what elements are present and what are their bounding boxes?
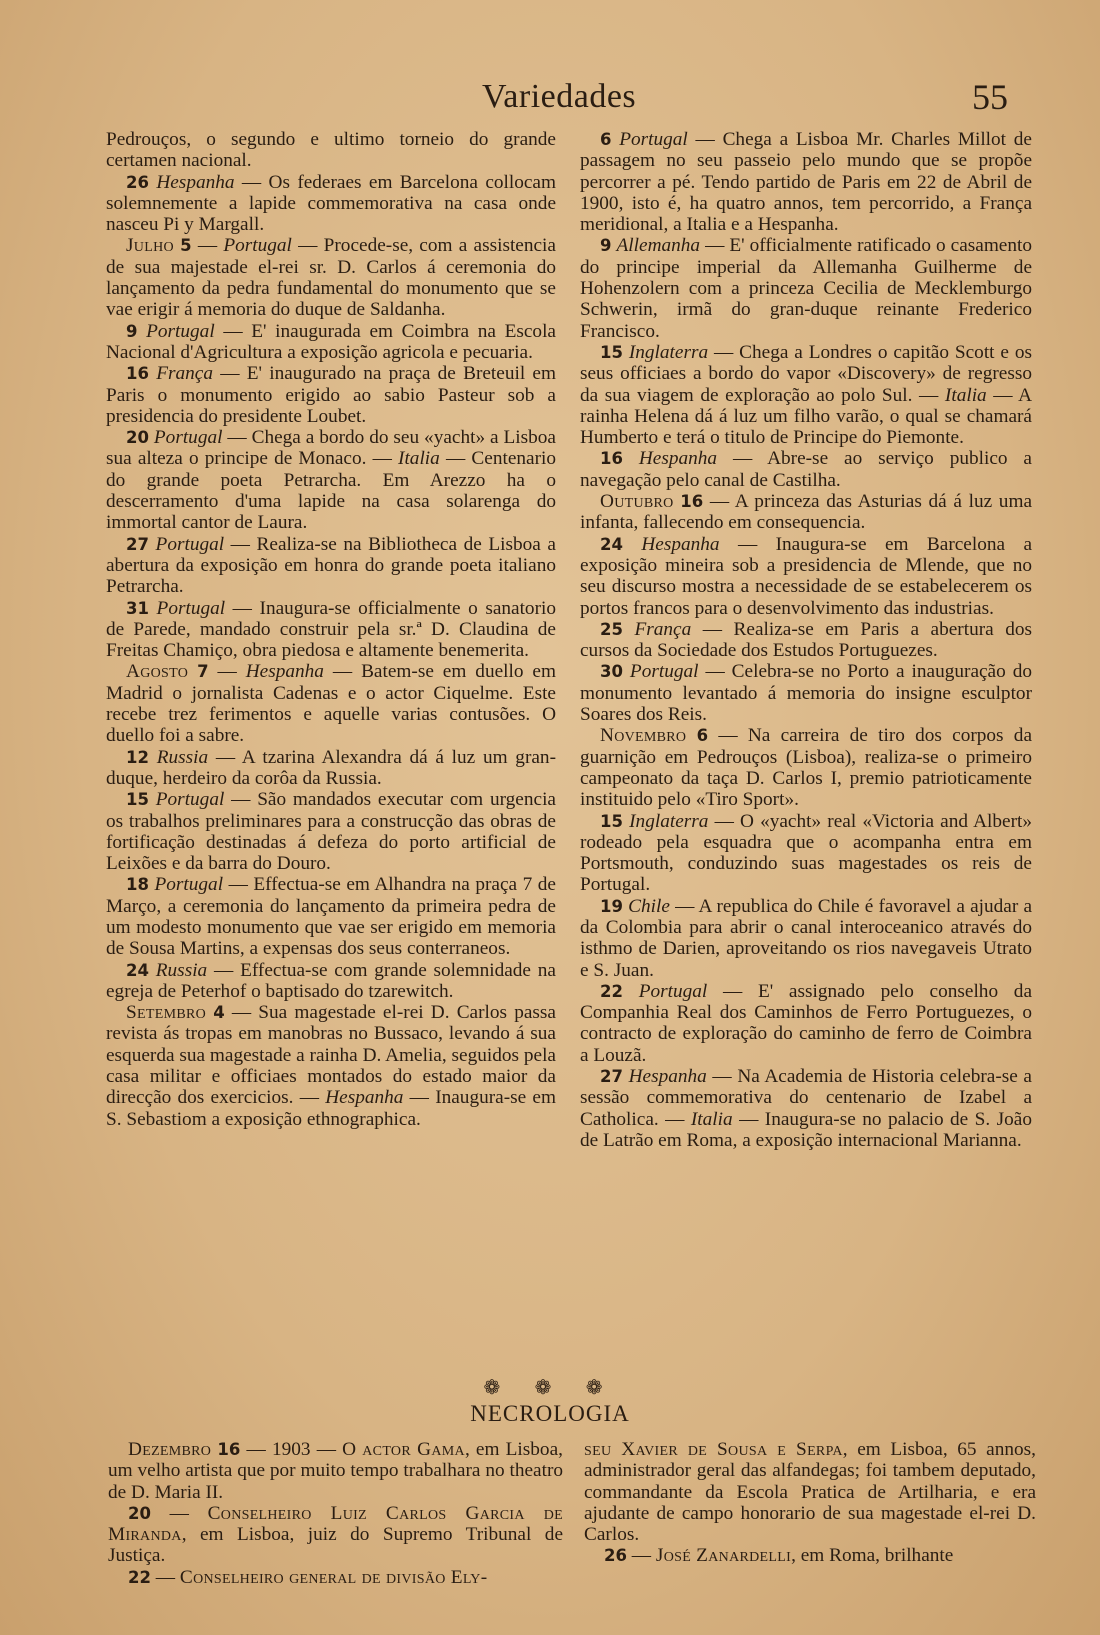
entry-text: Portugal — Realiza-se na Bibliotheca de Lisboa a abertura da exposição em honra do grande poeta italiano Petrarcha. bbox=[106, 533, 556, 598]
entry-text: — Conselheiro general de divisão Ely- bbox=[155, 1566, 488, 1588]
entry-day: 6 bbox=[600, 130, 612, 149]
chronicle-entry bbox=[106, 534, 556, 598]
chronicle-entry bbox=[580, 661, 1032, 725]
entry-text: — Sua magestade el-rei D. Carlos passa revista ás tropas em manobras no Bussaco, levando á sua esquerda sua magestade a rainha D. Amelia, seguidos pela casa militar e officiaes montados do estado maior da direcção dos exercicios. — Hespanha — Inaugura-se em S. Sebastiom a exposição ethnographica. bbox=[106, 1002, 556, 1130]
chronicle-entry bbox=[580, 448, 1032, 491]
entry-text: França — Realiza-se em Paris a abertura dos cursos da Sociedade dos Estudos Portuguezes. bbox=[580, 618, 1032, 662]
entry-day: 15 bbox=[126, 790, 149, 810]
entry-month: Novembro bbox=[600, 725, 687, 747]
chronicle-entry bbox=[106, 427, 556, 533]
entry-text: Hespanha — Abre-se ao serviço publico a navegação pelo canal de Castilha. bbox=[580, 448, 1032, 491]
necrology-entry bbox=[584, 1545, 1036, 1566]
necrology-entry bbox=[108, 1439, 563, 1503]
entry-text: Portugal — São mandados executar com urgencia os trabalhos preliminares para a construcção das obras de fortificação destinadas á defeza do porto artificial de Leixões e da barra do Douro. bbox=[106, 789, 556, 875]
entry-text: Portugal — Celebra-se no Porto a inauguração do monumento levantado á memoria do insigne esculptor Soares dos Reis. bbox=[580, 661, 1032, 726]
entry-text: — 1903 — O actor Gama, em Lisboa, um velho artista que por muito tempo trabalhara no theatro de D. Maria II. bbox=[108, 1439, 563, 1503]
entry-text: — Portugal — Procede-se, com a assistencia de sua majestade el-rei sr. D. Carlos á ceremonia do lançamento da pedra fundamental do monumento que se vae erigir á memoria do duque de Saldanha. bbox=[106, 235, 556, 321]
entry-day: 22 bbox=[128, 1567, 151, 1587]
entry-day: 20 bbox=[126, 428, 149, 448]
entry-text: — José Zanardelli, em Roma, brilhante bbox=[631, 1545, 954, 1567]
page-number: 55 bbox=[972, 77, 1008, 117]
chronicle-entry bbox=[580, 534, 1032, 619]
entry-month: Dezembro bbox=[128, 1439, 212, 1460]
entry-day: 6 bbox=[696, 726, 709, 746]
entry-day: 22 bbox=[600, 981, 623, 1001]
entry-text: Portugal — E' assignado pelo conselho da Companhia Real dos Caminhos de Ferro Portuguezes, o contracto de exploração do caminho de ferro de Coimbra a Louzã. bbox=[580, 980, 1032, 1066]
entry-day: 18 bbox=[126, 875, 149, 895]
necrology-left-column bbox=[108, 1439, 563, 1588]
chronicle-left-column bbox=[106, 129, 556, 1130]
chronicle-entry bbox=[106, 235, 556, 320]
entry-day: 15 bbox=[600, 811, 623, 831]
entry-day: 15 bbox=[600, 342, 623, 362]
entry-text: seu Xavier de Sousa e Serpa, em Lisboa, 65 annos, administrador geral das alfandegas; foi tambem deputado, commandante da Escola Pratica de Artilharia, e era ajudante de campo honorario de sua magestade el-rei D. Carlos. bbox=[584, 1439, 1036, 1546]
entry-day: 9 bbox=[600, 236, 612, 256]
entry-text: Chile — A republica do Chile é favoravel a ajudar a da Colombia para abrir o canal interoceanico através do isthmo de Darien, aproveitando os rios navegaveis Utrato e S. Juan. bbox=[580, 895, 1032, 981]
entry-day: 9 bbox=[126, 321, 138, 341]
chronicle-entry bbox=[106, 789, 556, 874]
entry-text: Portugal — Chega a Lisboa Mr. Charles Millot de passagem no seu passeio pelo mundo que se propõe percorrer a pé. Tendo partido de Paris em 22 de Abril de 1900, isto é, ha quatro annos, tem percorrido, a França meridional, a Italia e a Hespanha. bbox=[580, 129, 1032, 236]
entry-text: — Conselheiro Luiz Carlos Garcia de Miranda, em Lisboa, juiz do Supremo Tribunal de Justiça. bbox=[108, 1502, 563, 1567]
chronicle-entry bbox=[580, 725, 1032, 810]
entry-month: Setembro bbox=[126, 1002, 207, 1024]
entry-day: 26 bbox=[604, 1546, 627, 1566]
entry-day: 31 bbox=[126, 598, 149, 618]
entry-day: 27 bbox=[126, 534, 149, 554]
entry-day: 19 bbox=[600, 896, 623, 916]
chronicle-entry bbox=[106, 598, 556, 662]
entry-text: — Hespanha — Batem-se em duello em Madrid o jornalista Cadenas e o actor Ciquelme. Este recebe trez ferimentos e aquelle varias contusões. O duello foi a sabre. bbox=[106, 661, 556, 747]
entry-day: 26 bbox=[126, 172, 149, 192]
chronicle-entry bbox=[580, 491, 1032, 534]
entry-text: França — E' inaugurado na praça de Breteuil em Paris o monumento erigido ao sabio Pasteur sob a presidencia do presidente Loubet. bbox=[106, 363, 556, 427]
entry-text: — Na carreira de tiro dos corpos da guarnição em Pedrouços (Lisboa), realiza-se o primeiro campeonato da taça D. Carlos I, premio patrioticamente instituido pelo «Tiro Sport». bbox=[580, 725, 1032, 811]
chronicle-entry bbox=[580, 981, 1032, 1066]
entry-day: 24 bbox=[126, 960, 149, 980]
entry-day: 16 bbox=[217, 1440, 241, 1459]
entry-text: Pedrouços, o segundo e ultimo torneio do grande certamen nacional. bbox=[106, 129, 556, 172]
page-title: Variedades bbox=[482, 78, 637, 115]
entry-day: 27 bbox=[600, 1067, 623, 1087]
entry-text: Portugal — Effectua-se em Alhandra na praça 7 de Março, a ceremonia do lançamento da primeira pedra de um modesto monumento que vae ser erigido em memoria de Sousa Martins, a expensas dos seus conterraneos. bbox=[106, 874, 556, 960]
entry-day: 7 bbox=[197, 662, 209, 682]
entry-text: Hespanha — Inaugura-se em Barcelona a exposição mineira sob a presidencia de Mlende, que no seu discurso mostra a necessidade de se estabelecerem os portos francos para o desenvolvimento das industrias. bbox=[580, 533, 1032, 619]
chronicle-entry bbox=[106, 172, 556, 236]
chronicle-right-column bbox=[580, 129, 1032, 1151]
entry-day: 20 bbox=[128, 1503, 151, 1523]
chronicle-entry bbox=[106, 1002, 556, 1130]
section-title-necrologia: NECROLOGIA bbox=[470, 1401, 630, 1426]
entry-text: Russia — A tzarina Alexandra dá á luz um gran-duque, herdeiro da corôa da Russia. bbox=[106, 746, 556, 789]
entry-day: 30 bbox=[600, 662, 623, 682]
entry-month: Outubro bbox=[600, 491, 674, 513]
entry-text: Inglaterra — Chega a Londres o capitão Scott e os seus officiaes a bordo do vapor «Discovery» de regresso da sua viagem de exploração ao polo Sul. — Italia — A rainha Helena dá á luz um filho varão, o qual se chamará Humberto e terá o titulo de Principe do Piemonte. bbox=[580, 341, 1032, 449]
necrology-entry bbox=[584, 1439, 1036, 1545]
entry-day: 16 bbox=[680, 492, 704, 512]
ornament-divider: ❁ ❁ ❁ bbox=[483, 1375, 617, 1399]
necrology-right-column bbox=[584, 1439, 1036, 1567]
entry-day: 4 bbox=[213, 1003, 225, 1023]
entry-text: Portugal — E' inaugurada em Coimbra na Escola Nacional d'Agricultura a exposição agricola e pecuaria. bbox=[106, 320, 556, 363]
chronicle-entry bbox=[106, 960, 556, 1003]
necrology-entry bbox=[108, 1567, 563, 1588]
entry-text: — A princeza das Asturias dá á luz uma infanta, fallecendo em consequencia. bbox=[580, 491, 1032, 534]
chronicle-entry bbox=[106, 129, 556, 172]
running-head bbox=[0, 78, 1100, 124]
entry-text: Inglaterra — O «yacht» real «Victoria and Albert» rodeado pela esquadra que o acompanha entra em Portsmouth, conduzindo suas magestades os reis de Portugal. bbox=[580, 810, 1032, 896]
entry-text: Hespanha — Os federaes em Barcelona collocam solemnemente a lapide commemorativa na casa onde nasceu Pi y Margall. bbox=[106, 171, 556, 236]
entry-text: Allemanha — E' officialmente ratificado o casamento do principe imperial da Allemanha Guilherme de Hohenzolern com a princeza Cecilia de Mecklemburgo Schwerin, irmã do gran-duque reinante Frederico Francisco. bbox=[580, 235, 1033, 342]
entry-text: Russia — Effectua-se com grande solemnidade na egreja de Peterhof o baptisado do tzarewitch. bbox=[106, 959, 556, 1002]
chronicle-entry bbox=[106, 874, 556, 959]
entry-day: 12 bbox=[126, 747, 149, 767]
chronicle-entry bbox=[580, 619, 1032, 662]
entry-day: 16 bbox=[126, 364, 149, 384]
chronicle-entry bbox=[580, 811, 1032, 896]
chronicle-entry bbox=[580, 129, 1032, 235]
chronicle-entry bbox=[580, 896, 1032, 981]
entry-month: Julho bbox=[126, 235, 174, 257]
chronicle-entry bbox=[106, 321, 556, 364]
chronicle-entry bbox=[580, 1066, 1032, 1151]
entry-day: 16 bbox=[600, 449, 623, 469]
chronicle-entry bbox=[580, 235, 1032, 341]
entry-text: Portugal — Inaugura-se officialmente o sanatorio de Parede, mandado construir pela sr.ª D. Claudina de Freitas Chamiço, obra piedosa e altamente benemerita. bbox=[106, 597, 556, 662]
necrology-entry bbox=[108, 1503, 563, 1567]
entry-day: 5 bbox=[180, 236, 192, 256]
entry-day: 24 bbox=[600, 534, 623, 554]
entry-day: 25 bbox=[600, 619, 623, 639]
chronicle-entry bbox=[106, 363, 556, 427]
chronicle-entry bbox=[580, 342, 1032, 448]
chronicle-entry bbox=[106, 661, 556, 746]
entry-text: Hespanha — Na Academia de Historia celebra-se a sessão commemorativa do centenario de Izabel a Catholica. — Italia — Inaugura-se no palacio de S. João de Latrão em Roma, a exposição internacional Marianna. bbox=[580, 1066, 1032, 1151]
entry-text: Portugal — Chega a bordo do seu «yacht» a Lisboa sua alteza o principe de Monaco. — Italia — Centenario do grande poeta Petrarcha. Em Arezzo ha o descerramento d'uma lapide na casa solarenga do immortal cantor de Laura. bbox=[106, 427, 556, 534]
chronicle-entry bbox=[106, 747, 556, 790]
entry-month: Agosto bbox=[126, 661, 189, 683]
